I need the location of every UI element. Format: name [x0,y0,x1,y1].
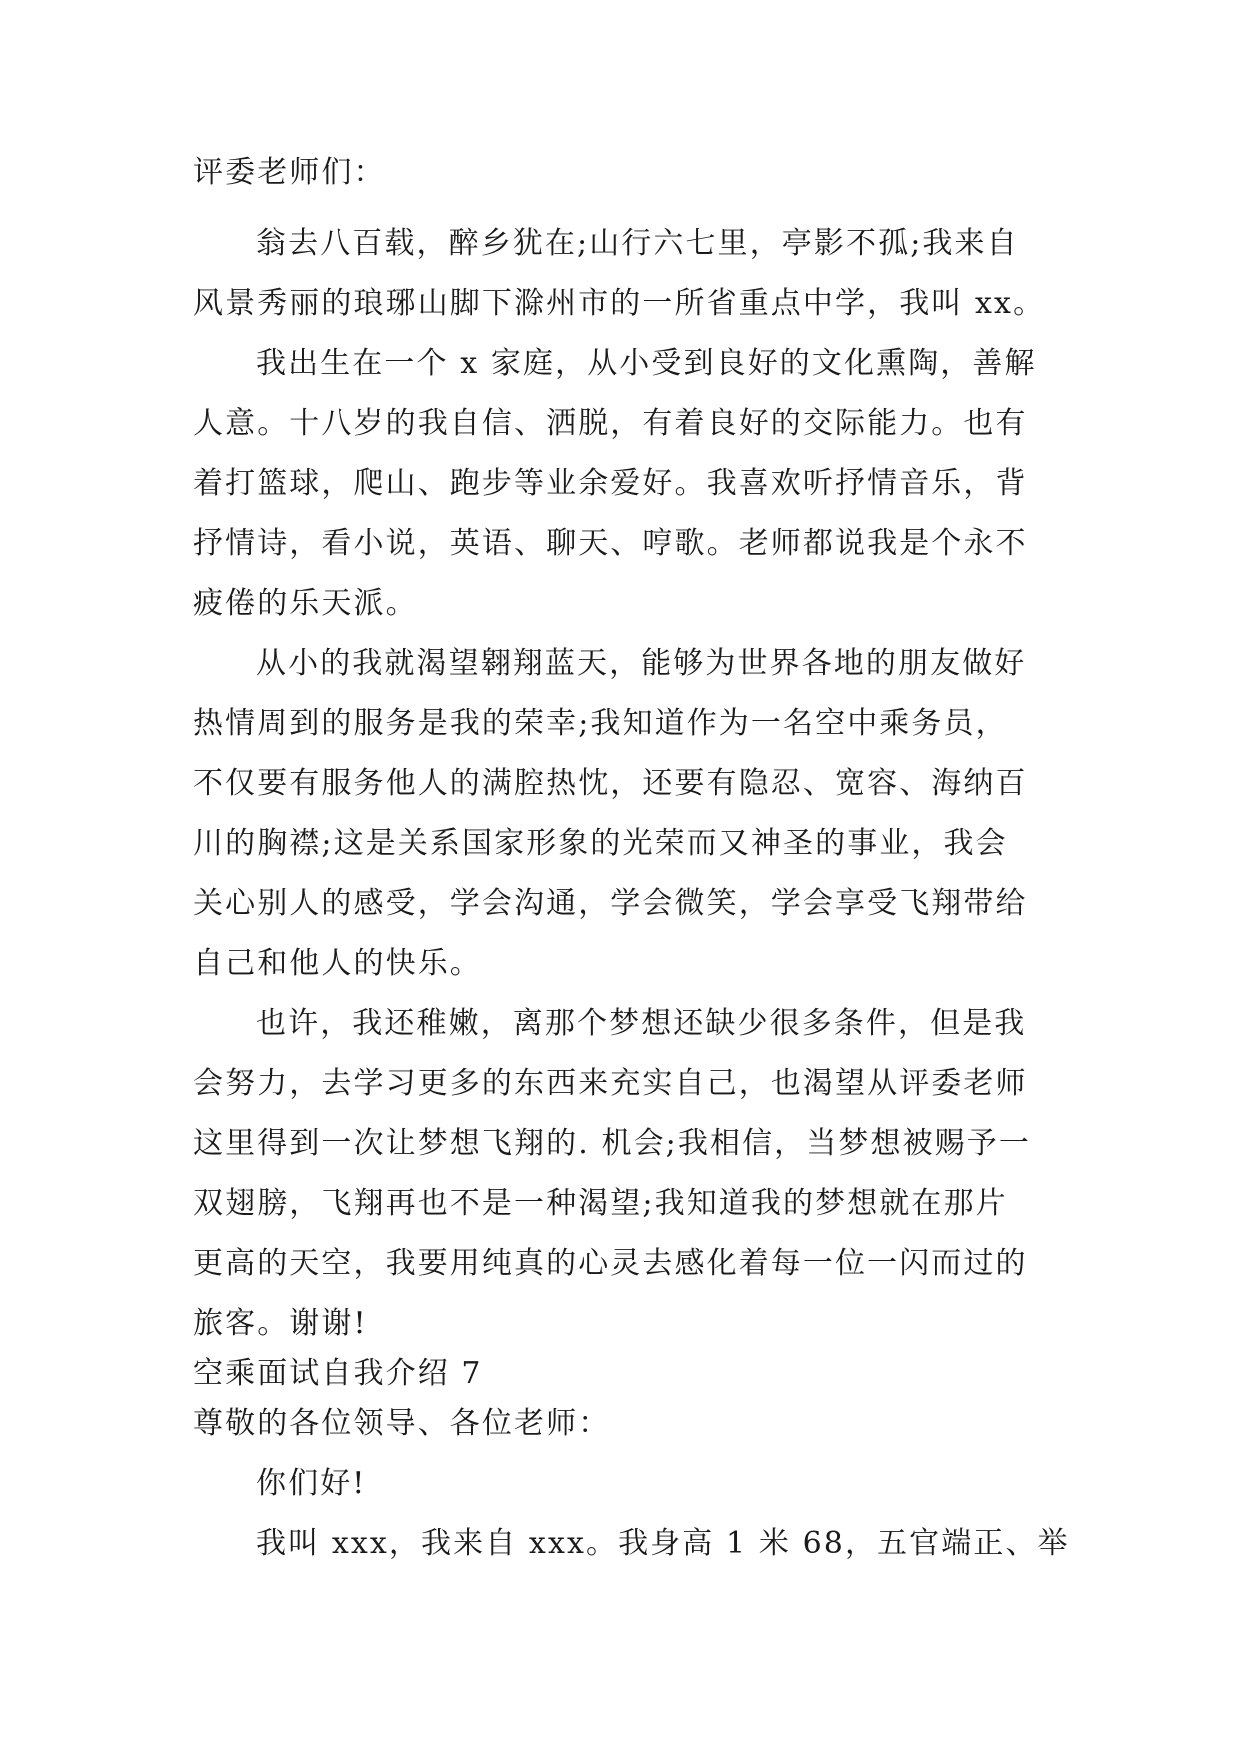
text-line: 着打篮球，爬山、跑步等业余爱好。我喜欢听抒情音乐，背 [193,466,1028,501]
greeting-line: 评委老师们： [193,155,386,190]
text-line: 人意。十八岁的我自信、洒脱，有着良好的交际能力。也有 [193,406,1028,441]
text-line: 更高的天空，我要用纯真的心灵去感化着每一位一闪而过的 [193,1246,1028,1281]
text-line: 双翅膀，飞翔再也不是一种渴望;我知道我的梦想就在那片 [193,1186,1008,1221]
text-line: 热情周到的服务是我的荣幸;我知道作为一名空中乘务员， [193,706,1008,741]
text-line: 也许，我还稚嫩，离那个梦想还缺少很多条件，但是我 [256,1006,1027,1041]
text-line: 我出生在一个 x 家庭，从小受到良好的文化熏陶，善解 [256,346,1037,381]
text-line: 自己和他人的快乐。 [193,946,482,981]
text-line: 我叫 xxx，我来自 xxx。我身高 1 米 68，五官端正、举 [256,1526,1070,1561]
text-line: 翁去八百载，醉乡犹在;山行六七里，亭影不孤;我来自 [256,226,1019,261]
text-line: 川的胸襟;这是关系国家形象的光荣而又神圣的事业，我会 [193,826,1008,861]
text-line: 关心别人的感受，学会沟通，学会微笑，学会享受飞翔带给 [193,886,1028,921]
text-line: 从小的我就渴望翱翔蓝天，能够为世界各地的朋友做好 [256,646,1027,681]
text-line: 不仅要有服务他人的满腔热忱，还要有隐忍、宽容、海纳百 [193,766,1028,801]
text-line: 风景秀丽的琅琊山脚下滁州市的一所省重点中学，我叫 xx。 [193,286,1046,321]
text-line: 疲倦的乐天派。 [193,586,418,621]
text-line: 这里得到一次让梦想飞翔的. 机会;我相信，当梦想被赐予一 [193,1126,1031,1161]
text-line: 你们好! [256,1466,367,1501]
text-line: 旅客。谢谢! [193,1306,368,1341]
salutation-line: 尊敬的各位领导、各位老师： [193,1406,611,1441]
text-line: 会努力，去学习更多的东西来充实自己，也渴望从评委老师 [193,1066,1028,1101]
text-line: 抒情诗，看小说，英语、聊天、哼歌。老师都说我是个永不 [193,526,1028,561]
section-heading: 空乘面试自我介绍 7 [193,1356,483,1391]
